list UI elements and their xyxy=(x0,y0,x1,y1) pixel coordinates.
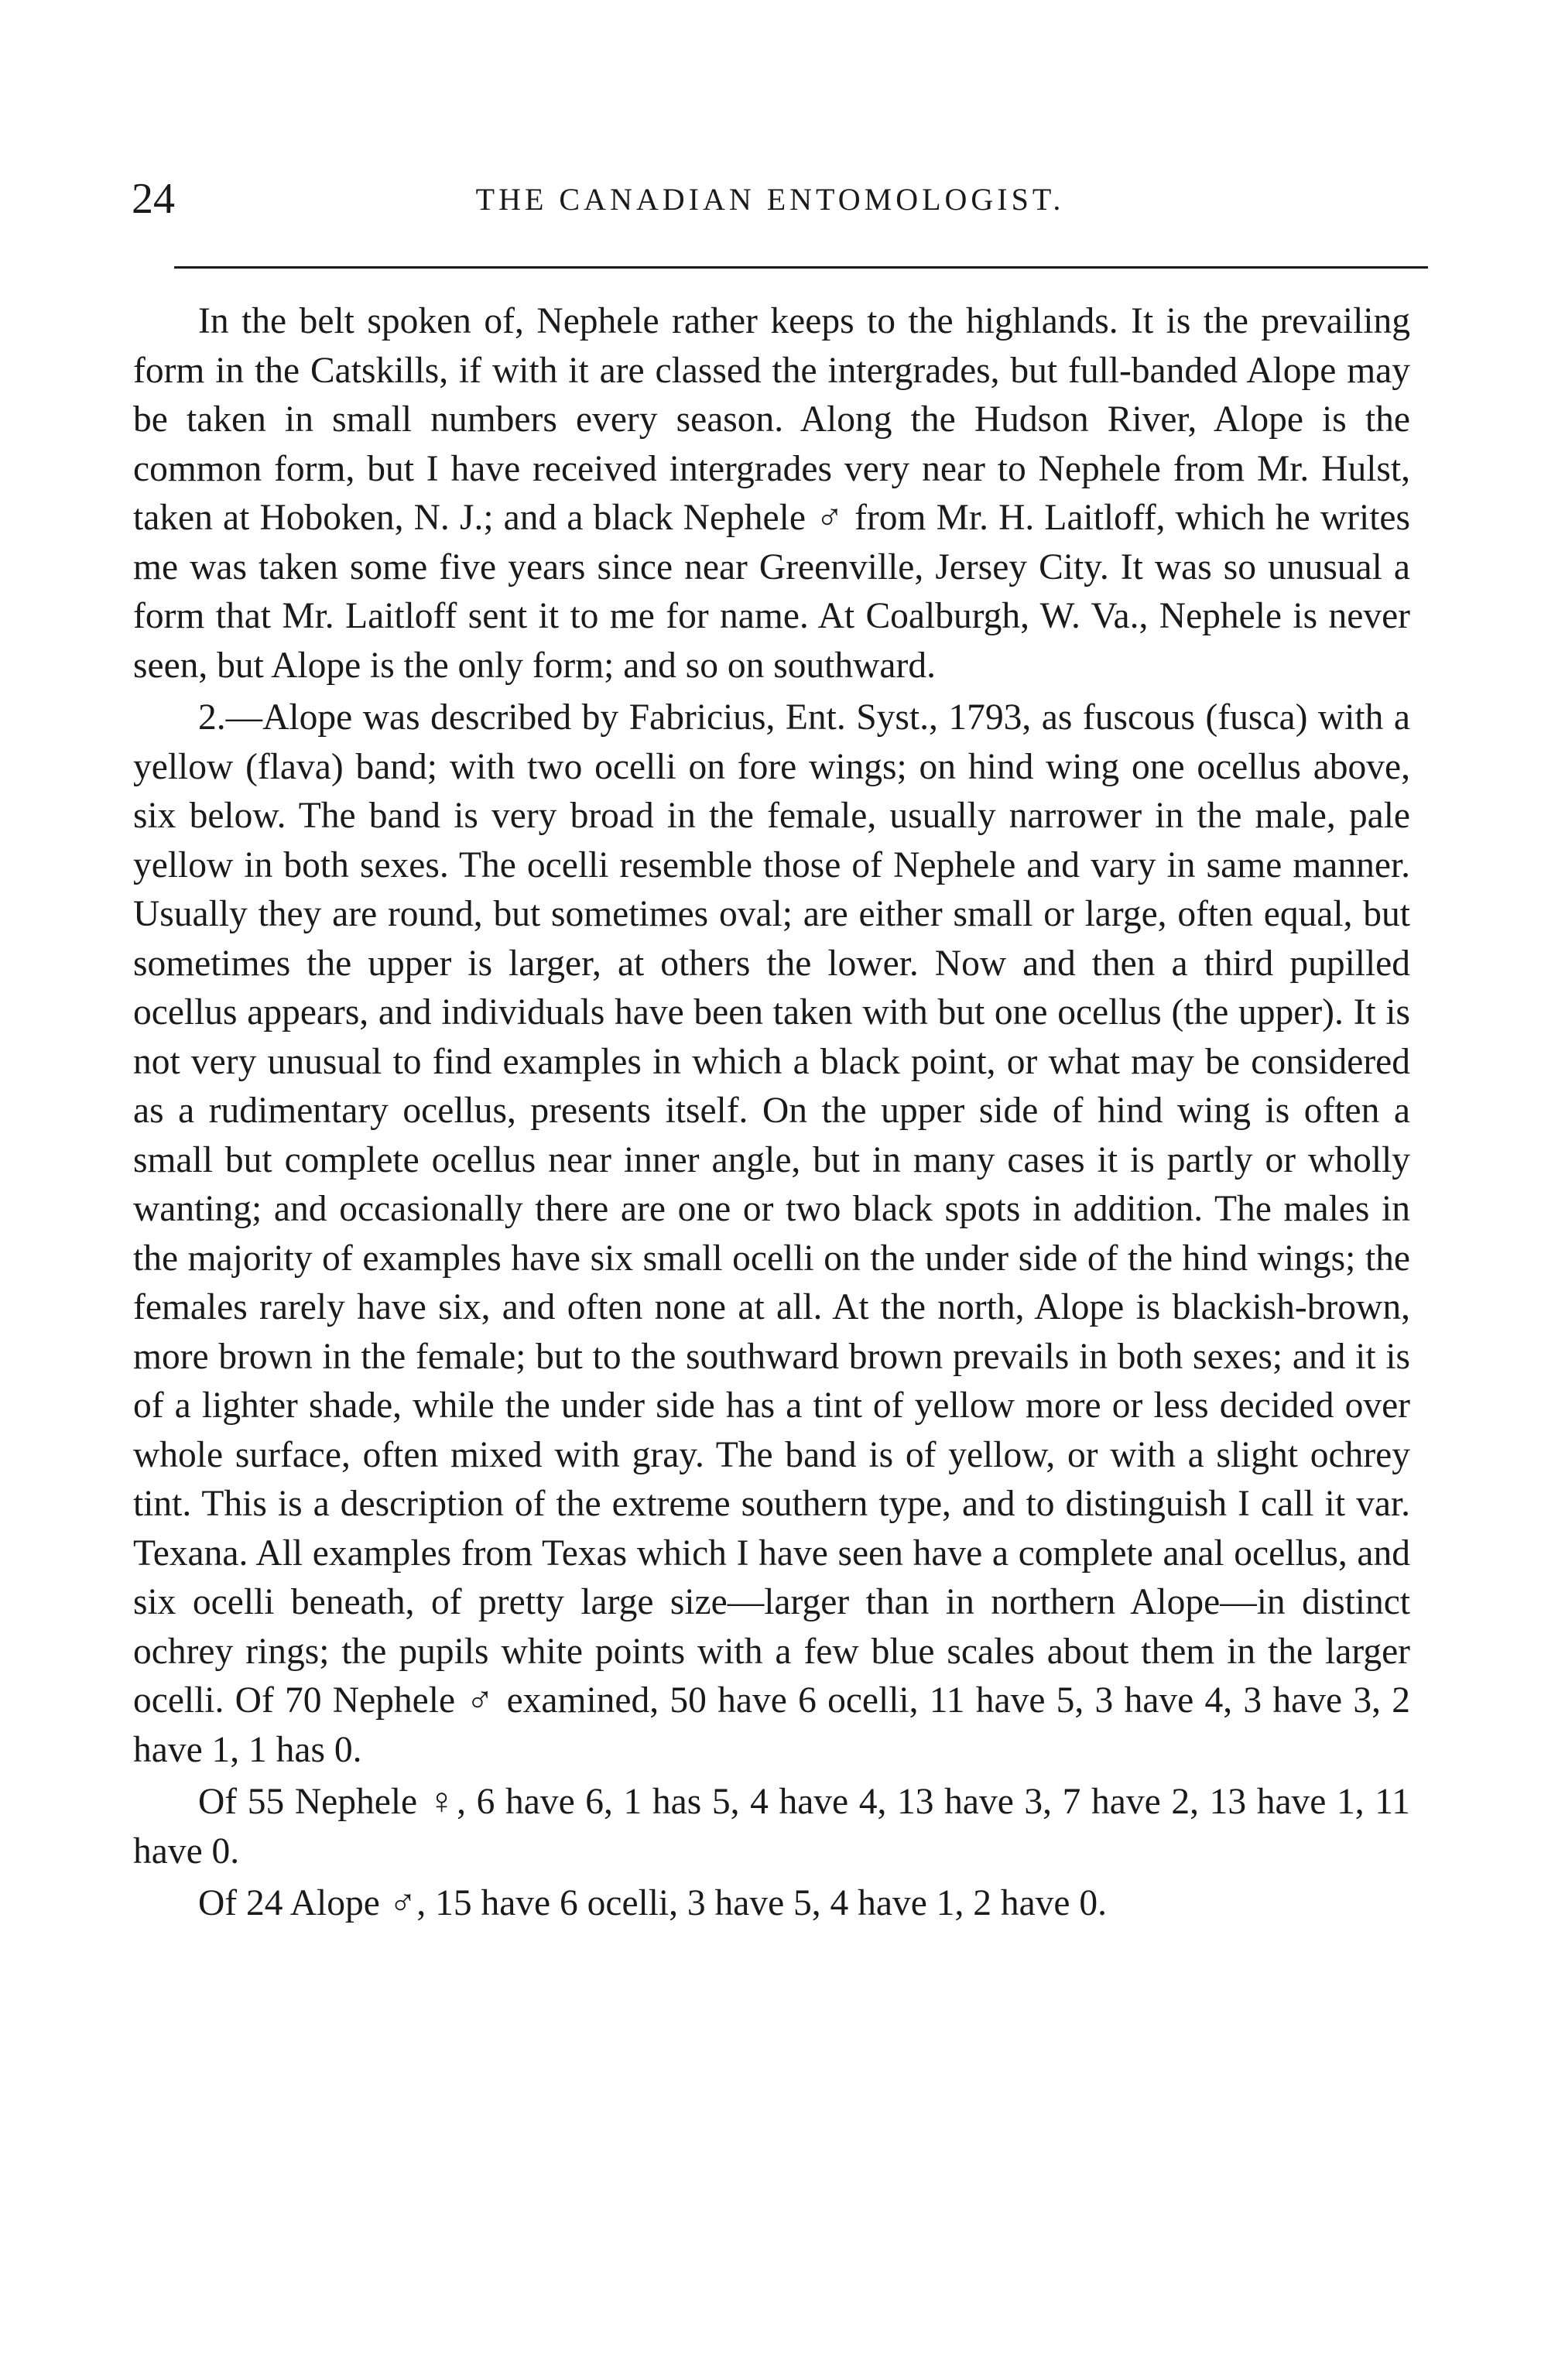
paragraph: Of 24 Alope ♂, 15 have 6 ocelli, 3 have 5, 4 have 1, 2 have 0. xyxy=(198,1883,1108,1923)
paragraph: In the belt spoken of, Nephele rather keeps to the highlands. It is the prevailing form in the Catskills, if with it are classed the intergrades, but full-banded Alope may be taken in small numbers every season. Along the Hudson River, Alope is the common form, but I have received intergrades very near to Nephele from Mr. Hulst, taken at Hoboken, N. J.; and a black Nephele ♂ from Mr. H. Laitloff, which he writes me was taken some five years since near Greenville, Jersey City. It was so unusual a form that Mr. Laitloff sent it to me for name. At Coalburgh, W. Va., Nephele is never seen, but Alope is the only form; and so on southward. xyxy=(133,301,1410,686)
page-number: 24 xyxy=(132,175,175,223)
header-rule xyxy=(174,266,1428,269)
paragraph: 2.—Alope was described by Fabricius, Ent. Syst., 1793, as fuscous (fusca) with a yellow (flava) band; with two ocelli on fore wings; on hind wing one ocellus above, six below. The band is very broad in the female, usually narrower in the male, pale yellow in both sexes. The ocelli resemble those of Nephele and vary in same manner. Usually they are round, but sometimes oval; are either small or large, often equal, but sometimes the upper is larger, at others the lower. Now and then a third pupilled ocellus appears, and individuals have been taken with but one ocellus (the upper). It is not very unusual to find examples in which a black point, or what may be considered as a rudimentary ocellus, presents itself. On the upper side of hind wing is often a small but complete ocellus near inner angle, but in many cases it is partly or wholly wanting; and occasionally there are one or two black spots in addition. The males in the majority of examples have six small ocelli on the under side of the hind wings; the females rarely have six, and often none at all. At the north, Alope is blackish-brown, more brown in the female; but to the southward brown prevails in both sexes; and it is of a lighter shade, while the under side has a tint of yellow more or less decided over whole surface, often mixed with gray. The band is of yellow, or with a slight ochrey tint. This is a description of the extreme southern type, and to distinguish I call it var. Texana. All examples from Texas which I have seen have a complete anal ocellus, and six ocelli beneath, of pretty large size—larger than in northern Alope—in distinct ochrey rings; the pupils white points with a few blue scales about them in the larger ocelli. Of 70 Nephele ♂ examined, 50 have 6 ocelli, 11 have 5, 3 have 4, 3 have 3, 2 have 1, 1 has 0. xyxy=(133,697,1410,1770)
article-body xyxy=(133,297,1410,1932)
running-title: THE CANADIAN ENTOMOLOGIST. xyxy=(475,182,1065,217)
page-header xyxy=(132,172,1409,226)
paragraph: Of 55 Nephele ♀, 6 have 6, 1 has 5, 4 have 4, 13 have 3, 7 have 2, 13 have 1, 11 have 0. xyxy=(133,1782,1410,1871)
